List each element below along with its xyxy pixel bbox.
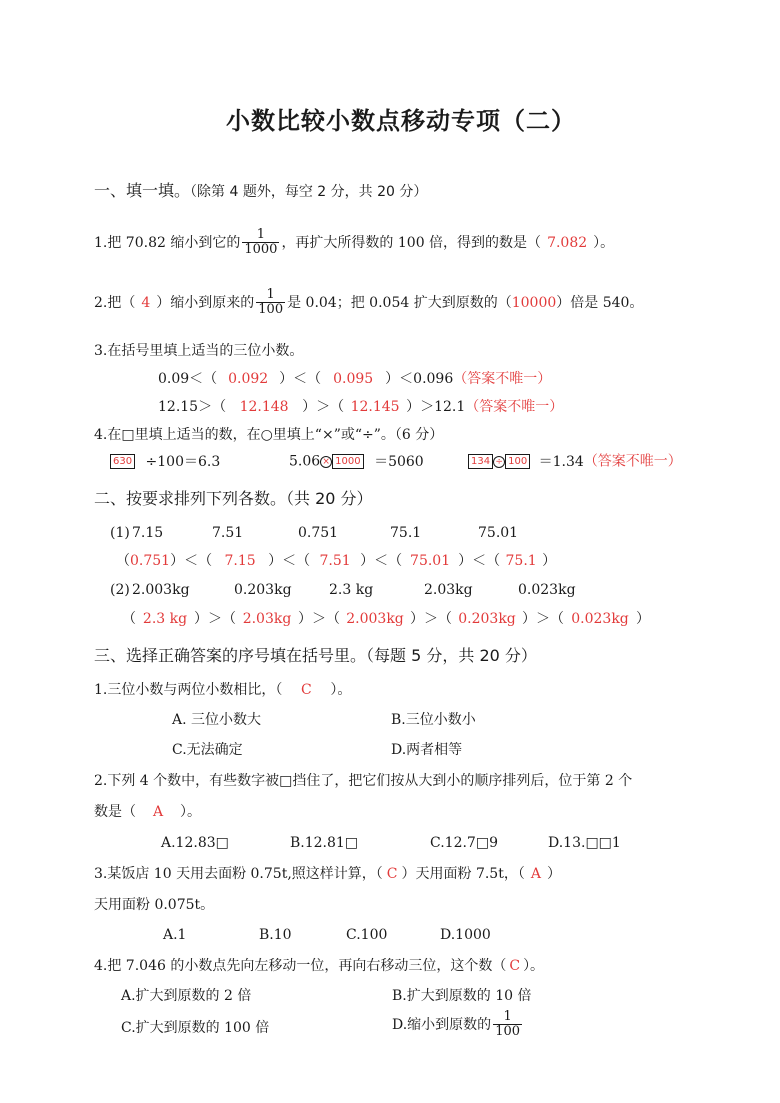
answer: 2.3 kg <box>142 611 188 627</box>
answer-box: 1000 <box>332 454 363 469</box>
frac-num: 1 <box>256 288 285 303</box>
answer: 10000 <box>511 294 557 311</box>
paren: （ <box>116 553 130 569</box>
s2-p1-number: 75.1 <box>390 525 422 541</box>
section3-heading: 三、选择正确答案的序号填在括号里。（每题 5 分，共 20 分） <box>94 646 537 665</box>
expr3-rest: ＝1.34 <box>538 453 584 470</box>
s2-p2-label: (2) <box>110 582 130 598</box>
section1-heading-text: 一、填一填。 <box>94 181 191 200</box>
answer-box: 134 <box>468 454 493 469</box>
s3-question-1 <box>94 683 351 697</box>
frac-num: 1 <box>493 1010 522 1025</box>
s3-q4-pre: 4.把 7.046 的小数点先向左移动一位，再向右移动三位，这个数（ <box>94 958 507 974</box>
answer: A <box>152 804 164 820</box>
option: C.扩大到原数的 100 倍 <box>121 1020 270 1036</box>
option-d-text: D.缩小到原数的 <box>392 1016 492 1033</box>
s3-q2-pre: 数是（ <box>94 804 136 820</box>
option: A. 三位小数大 <box>172 712 262 728</box>
row1-c: ）＜0.096 <box>385 371 454 387</box>
paren: ）＞（ <box>298 611 340 627</box>
answer: C <box>509 958 521 974</box>
answer: 12.145 <box>350 399 400 415</box>
paren: ）＜（ <box>360 553 403 569</box>
paren: ）＜（ <box>268 553 311 569</box>
s3-question-3 <box>94 867 561 881</box>
s2-p2-number: 2.03kg <box>424 582 473 598</box>
answer: 0.092 <box>228 371 269 387</box>
answer: 12.148 <box>239 399 289 415</box>
option: A.1 <box>163 927 187 943</box>
option: B.三位小数小 <box>391 712 476 728</box>
answer: 2.03kg <box>242 611 292 627</box>
fraction <box>242 228 279 258</box>
q1-2-end: ）倍是 540。 <box>556 294 644 311</box>
paren: ）＜（ <box>458 553 501 569</box>
s3-q3-mid: ）天用面粉 7.5t，（ <box>401 866 525 882</box>
s2-p1-label: (1) <box>110 525 130 541</box>
answer: 7.15 <box>224 553 256 569</box>
option: C.无法确定 <box>172 742 243 758</box>
expr2-pre: 5.06 <box>289 453 321 470</box>
s3-q2-end: ）。 <box>180 804 201 820</box>
answer: 7.51 <box>319 553 351 569</box>
answer-circle: ÷ <box>493 456 505 468</box>
s3-q3-end: ） <box>546 866 561 882</box>
q1-1-pre: 1.把 70.82 缩小到它的 <box>94 234 241 251</box>
paren: （ <box>122 611 136 627</box>
q1-1-end: ）。 <box>593 234 615 251</box>
answer-box: 100 <box>505 454 530 469</box>
question-1-4-expr3 <box>468 454 682 469</box>
expr1-rest: ÷100＝6.3 <box>145 453 221 470</box>
s2-p2-answer <box>122 612 650 626</box>
option: C.100 <box>346 927 388 943</box>
answer: 0.203kg <box>458 611 516 627</box>
page-title: 小数比较小数点移动专项（二） <box>226 107 576 135</box>
option: D.13.□□1 <box>548 835 621 851</box>
q1-1-post: ，再扩大所得数的 100 倍，得到的数是（ <box>281 234 542 251</box>
section1-note: （除第 4 题外，每空 2 分，共 20 分） <box>190 184 428 200</box>
answer: C <box>386 866 398 882</box>
option: B.10 <box>259 927 292 943</box>
s3-question-4 <box>94 959 544 973</box>
fraction <box>493 1010 522 1040</box>
row2-b: ）＞（ <box>302 399 345 415</box>
answer: C <box>301 682 312 698</box>
answer: 75.1 <box>505 553 537 569</box>
paren: ） <box>542 553 557 569</box>
expr2-rest: ＝5060 <box>374 453 424 470</box>
note: （答案不唯一） <box>583 453 682 470</box>
s3-q1-pre: 1.三位小数与两位小数相比，（ <box>94 682 283 698</box>
option: B.扩大到原数的 10 倍 <box>392 988 532 1004</box>
s2-p1-number: 75.01 <box>478 525 519 541</box>
frac-den: 1000 <box>244 242 278 258</box>
note: （答案不唯一） <box>453 371 552 387</box>
paren: ）＞（ <box>410 611 452 627</box>
answer: 0.023kg <box>571 611 629 627</box>
paren: ）＞（ <box>194 611 236 627</box>
answer: 4 <box>141 294 151 311</box>
answer: 0.095 <box>333 371 374 387</box>
s2-p1-number: 0.751 <box>298 525 339 541</box>
paren: ）＞（ <box>522 611 564 627</box>
s2-p2-number: 2.3 kg <box>329 582 374 598</box>
row1-a: 0.09＜（ <box>158 371 218 387</box>
frac-den: 100 <box>495 1024 521 1040</box>
question-1-4-expr2 <box>289 454 424 469</box>
question-1-3-row1 <box>158 372 551 386</box>
option: D.1000 <box>440 927 491 943</box>
s2-p1-answer <box>116 554 556 568</box>
note: （答案不唯一） <box>465 399 564 415</box>
paren: ）＜（ <box>170 553 213 569</box>
answer: A <box>530 866 541 882</box>
option: A.扩大到原数的 2 倍 <box>121 988 252 1004</box>
frac-num: 1 <box>242 228 279 243</box>
s2-p2-number: 0.023kg <box>518 582 576 598</box>
s3-q4-end: ）。 <box>523 958 545 974</box>
s3-q1-end: ）。 <box>330 682 352 698</box>
answer: 75.01 <box>410 553 451 569</box>
q1-2-pre: 2.把（ <box>94 294 136 311</box>
question-1-2 <box>94 288 643 318</box>
s2-p2-number: 0.203kg <box>234 582 292 598</box>
question-1-3-stem: 3.在括号里填上适当的三位小数。 <box>94 343 304 359</box>
question-1-3-row2 <box>158 400 563 414</box>
section1-heading <box>94 183 427 199</box>
option-d <box>392 1010 524 1040</box>
s3-question-2-line1: 2.下列 4 个数中，有些数字被□挡住了，把它们按从大到小的顺序排列后，位于第 2 个 <box>94 773 633 789</box>
question-1-4-stem: 4.在□里填上适当的数，在○里填上“×”或“÷”。（6 分） <box>94 427 444 443</box>
s2-p1-number: 7.51 <box>212 525 244 541</box>
answer: 0.751 <box>130 553 171 569</box>
q1-2-mid1: ）缩小到原来的 <box>156 294 255 311</box>
s3-q3-pre: 3.某饭店 10 天用去面粉 0.75t,照这样计算，（ <box>94 866 383 882</box>
answer: 7.082 <box>547 234 588 251</box>
frac-den: 100 <box>258 302 284 318</box>
question-1-4-expr1 <box>110 454 220 469</box>
q1-2-mid2: 是 0.04；把 0.054 扩大到原数的（ <box>287 294 512 311</box>
paren: ） <box>636 611 650 627</box>
row2-a: 12.15＞（ <box>158 399 227 415</box>
answer-circle: × <box>320 456 332 468</box>
question-1-1 <box>94 228 614 258</box>
s3-question-2-line2 <box>94 805 201 819</box>
s3-question-3-line2: 天用面粉 0.075t。 <box>94 897 215 913</box>
s2-p1-number: 7.15 <box>132 525 164 541</box>
row1-b: ）＜（ <box>279 371 322 387</box>
option: D.两者相等 <box>391 742 463 758</box>
option: B.12.81□ <box>290 835 359 851</box>
option: A.12.83□ <box>161 835 229 851</box>
fraction <box>256 288 285 318</box>
option: C.12.7□9 <box>430 835 498 851</box>
row2-c: ）＞12.1 <box>406 399 466 415</box>
section2-heading: 二、按要求排列下列各数。（共 20 分） <box>94 489 373 508</box>
s2-p2-number: 2.003kg <box>132 582 190 598</box>
answer-box: 630 <box>110 454 135 469</box>
answer: 2.003kg <box>346 611 404 627</box>
